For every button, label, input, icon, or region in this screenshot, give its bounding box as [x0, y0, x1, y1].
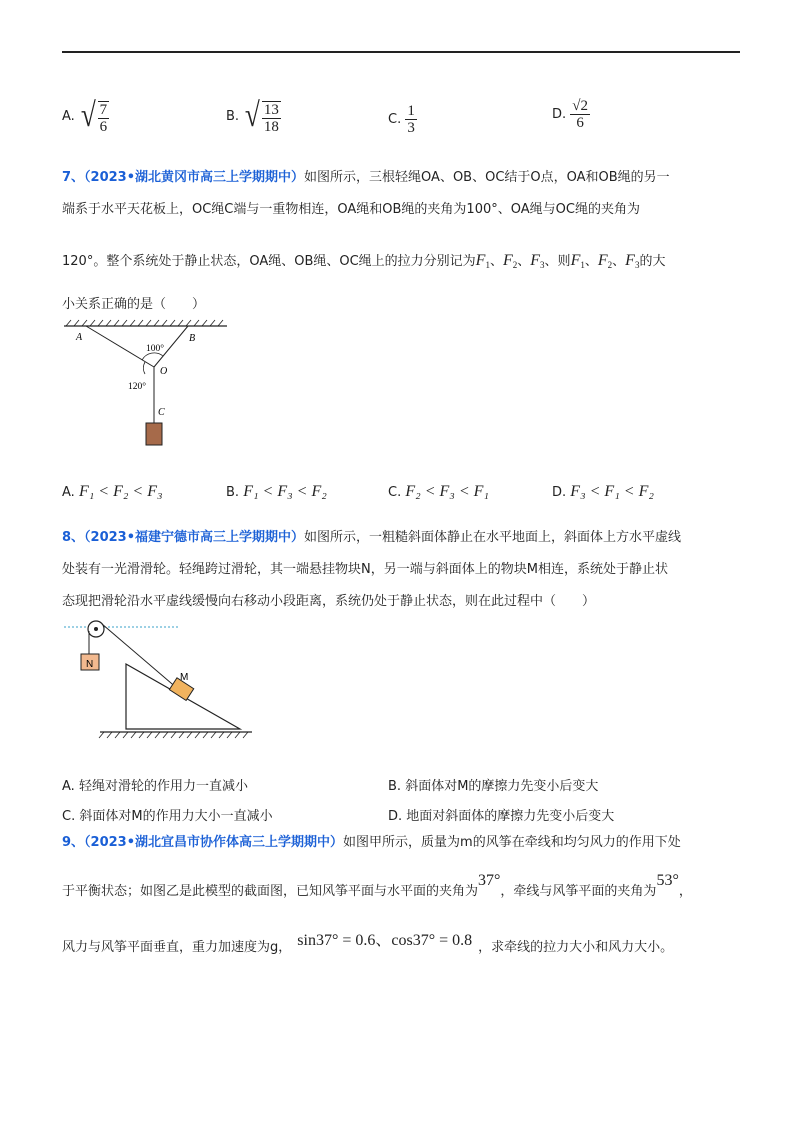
- angle-100: 100°: [146, 344, 165, 354]
- q7-line3: 120°。整个系统处于静止状态，OA绳、OB绳、OC绳上的拉力分别记为$F_1$、$F_2$、$F_3$、则$F_1$、$F_2$、$F_3$的大: [62, 252, 666, 270]
- q8-number: 8、: [62, 530, 85, 545]
- label-b: B: [189, 333, 196, 344]
- q6-option-b[interactable]: B. √ $\frac{13}{18}$: [226, 97, 279, 135]
- q8-line2: 处装有一光滑滑轮。轻绳跨过滑轮，其一端悬挂物块N，另一端与斜面体上的物块M相连，系统处于静止状: [62, 562, 668, 577]
- sqrt-expression: √ $\frac{13}{18}$: [245, 97, 279, 135]
- q8-option-a[interactable]: A. 轻绳对滑轮的作用力一直减小: [62, 779, 248, 794]
- q8-option-c[interactable]: C. 斜面体对M的作用力大小一直减小: [62, 809, 273, 824]
- q6-option-d[interactable]: D. $\frac{√2}{6}$: [552, 98, 589, 131]
- q7-option-c[interactable]: C. F₂ < F₃ < F₁: [388, 483, 489, 500]
- q7-option-d[interactable]: D. F₃ < F₁ < F₂: [552, 483, 654, 500]
- q7-line2: 端系于水平天花板上，OC绳C端与一重物相连，OA绳和OB绳的夹角为100°、OA绳与OC绳的夹角为: [62, 202, 640, 217]
- fraction: $\frac{1}{3}$: [407, 103, 415, 136]
- q6-option-c[interactable]: C. $\frac{1}{3}$: [388, 103, 415, 136]
- q7-number: 7、: [62, 170, 85, 185]
- q7-rope-figure: [62, 318, 232, 453]
- block-n-label: N: [86, 659, 94, 670]
- q8-option-b[interactable]: B. 斜面体对M的摩擦力先变小后变大: [388, 779, 599, 794]
- q7-option-a[interactable]: A. F₁ < F₂ < F₃: [62, 483, 163, 500]
- header-rule: [62, 51, 740, 53]
- q7-line1: 7、（2023•湖北黄冈市高三上学期期中）如图所示，三根轻绳OA、OB、OC结于O点，OA和OB绳的另一: [62, 170, 670, 185]
- angle-120: 120°: [128, 382, 147, 392]
- label-o: O: [160, 366, 168, 377]
- q7-option-b[interactable]: B. F₁ < F₃ < F₂: [226, 483, 327, 500]
- label-a: A: [76, 332, 83, 343]
- q9-number: 9、: [62, 835, 85, 850]
- q8-pulley-figure: [62, 614, 282, 744]
- q7-line4: 小关系正确的是（ ）: [62, 297, 206, 312]
- q8-option-d[interactable]: D. 地面对斜面体的摩擦力先变小后变大: [388, 809, 615, 824]
- fraction: $\frac{√2}{6}$: [572, 98, 589, 131]
- q8-line3: 态现把滑轮沿水平虚线缓慢向右移动小段距离，系统仍处于静止状态，则在此过程中（ ）: [62, 594, 596, 609]
- q9-line2: 于平衡状态；如图乙是此模型的截面图，已知风筝平面与水平面的夹角为37°，牵线与风筝平面的夹角为53°，: [62, 872, 692, 899]
- block-m-label: M: [180, 672, 189, 683]
- q8-source: （2023•福建宁德市高三上学期期中）: [84, 530, 305, 545]
- q9-formula: sin37° = 0.6、cos37° = 0.8: [297, 932, 473, 949]
- q9-line3: 风力与风筝平面垂直，重力加速度为g， sin37° = 0.6、cos37° = 0.8 ，求牵线的拉力大小和风力大小。: [62, 932, 674, 955]
- q9-source: （2023•湖北宜昌市协作体高三上学期期中）: [84, 835, 344, 850]
- label-c: C: [158, 407, 165, 418]
- q8-line1: 8、（2023•福建宁德市高三上学期期中）如图所示，一粗糙斜面体静止在水平地面上，斜面体上方水平虚线: [62, 530, 682, 545]
- q7-source: （2023•湖北黄冈市高三上学期期中）: [84, 170, 305, 185]
- sqrt-expression: √ $\frac{7}{6}$: [80, 97, 108, 135]
- q6-option-a[interactable]: A. √ $\frac{7}{6}$: [62, 97, 108, 135]
- q9-line1: 9、（2023•湖北宜昌市协作体高三上学期期中）如图甲所示，质量为m的风筝在牵线和均匀风力的作用下处: [62, 835, 681, 850]
